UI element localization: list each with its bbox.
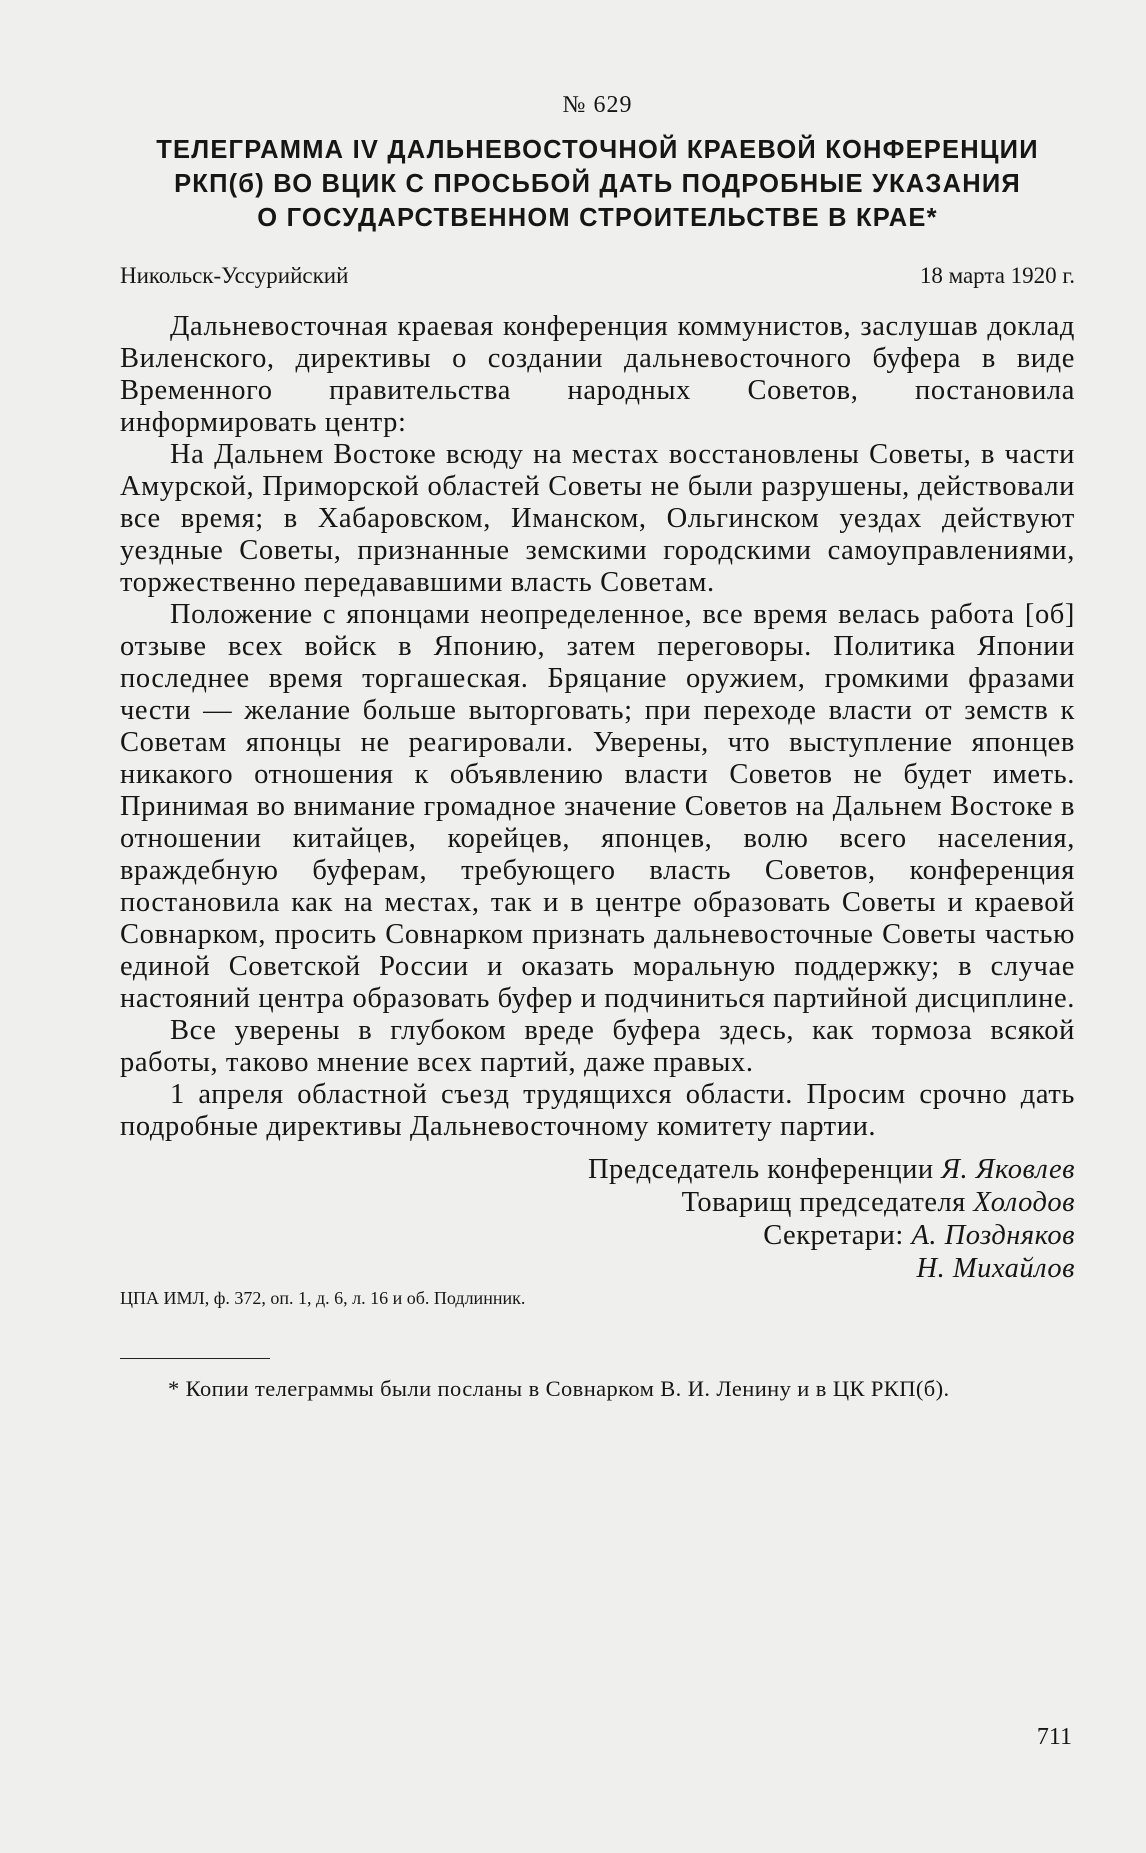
signature-role: Секретари: (763, 1220, 904, 1251)
document-title (120, 133, 1075, 235)
title-line-2: РКП(б) ВО ВЦИК С ПРОСЬБОЙ ДАТЬ ПОДРОБНЫЕ УКАЗАНИЯ (174, 170, 1021, 198)
signature-role: Председатель конференции (587, 1154, 934, 1185)
footnote: * Копии телеграммы были посланы в Совнарком В. И. Ленину и в ЦК РКП(б). (168, 1376, 950, 1401)
signature-secretary-2 (120, 1252, 1075, 1285)
title-line-1: ТЕЛЕГРАММА IV ДАЛЬНЕВОСТОЧНОЙ КРАЕВОЙ КОНФЕРЕНЦИИ (156, 136, 1039, 164)
paragraph-2: На Дальнем Востоке всюду на местах восстановлены Советы, в части Амурской, Приморской областей Советы не были разрушены, действовали все время; в Хабаровском, Иманском, Ольгинском уездах действуют уездные Советы, признанные земскими городскими самоуправлениями, торжественно передававшими власть Советам. (120, 439, 1075, 598)
paragraph-5: 1 апреля областной съезд трудящихся области. Просим срочно дать подробные директивы Дальневосточному комитету партии. (120, 1079, 1075, 1142)
place: Никольск-Уссурийский (120, 263, 349, 288)
document-number: № 629 (562, 92, 633, 118)
signature-chairman (120, 1153, 1075, 1186)
signature-name: Н. Михайлов (916, 1253, 1075, 1284)
telegram-body (120, 311, 1075, 1143)
footnote-divider (120, 1358, 270, 1359)
paragraph-4: Все уверены в глубоком вреде буфера здесь, как тормоза всякой работы, таково мнение всех партий, даже правых. (120, 1015, 1075, 1078)
paragraph-3: Положение с японцами неопределенное, все время велась работа [об] отзыве всех войск в Японию, затем переговоры. Политика Японии последнее время торгашеская. Бряцание оружием, громкими фразами чести — желание больше выторговать; при переходе власти от земств к Советам японцы не реагировали. Уверены, что выступление японцев никакого отношения к объявлению власти Советов не будет иметь. Принимая во внимание громадное значение Советов на Дальнем Востоке в отношении китайцев, корейцев, японцев, волю всего населения, враждебную буферам, требующего власть Советов, конференция постановила как на местах, так и в центре образовать Советы и краевой Совнарком, просить Совнарком признать дальневосточные Советы частью единой Советской России и оказать моральную поддержку; в случае настояний центра образовать буфер и подчиниться партийной дисциплине. (120, 599, 1075, 1014)
signature-deputy (120, 1186, 1075, 1219)
archive-reference: ЦПА ИМЛ, ф. 372, оп. 1, д. 6, л. 16 и об. Подлинник. (120, 1288, 526, 1308)
signature-block (120, 1153, 1075, 1285)
signature-name: Я. Яковлев (941, 1154, 1075, 1185)
signature-name: А. Поздняков (911, 1220, 1075, 1251)
place-date-line (120, 263, 1075, 289)
page-number: 711 (1036, 1724, 1072, 1750)
signature-name: Холодов (973, 1187, 1075, 1218)
paragraph-1: Дальневосточная краевая конференция коммунистов, заслушав доклад Виленского, директивы о создании дальневосточного буфера в виде Временного правительства народных Советов, постановила информировать центр: (120, 311, 1075, 438)
document-page (120, 92, 1075, 1405)
signature-secretary-1 (120, 1219, 1075, 1252)
signature-role: Товарищ председателя (681, 1187, 966, 1218)
date: 18 марта 1920 г. (919, 263, 1075, 288)
title-line-3: О ГОСУДАРСТВЕННОМ СТРОИТЕЛЬСТВЕ В КРАЕ* (257, 204, 938, 232)
